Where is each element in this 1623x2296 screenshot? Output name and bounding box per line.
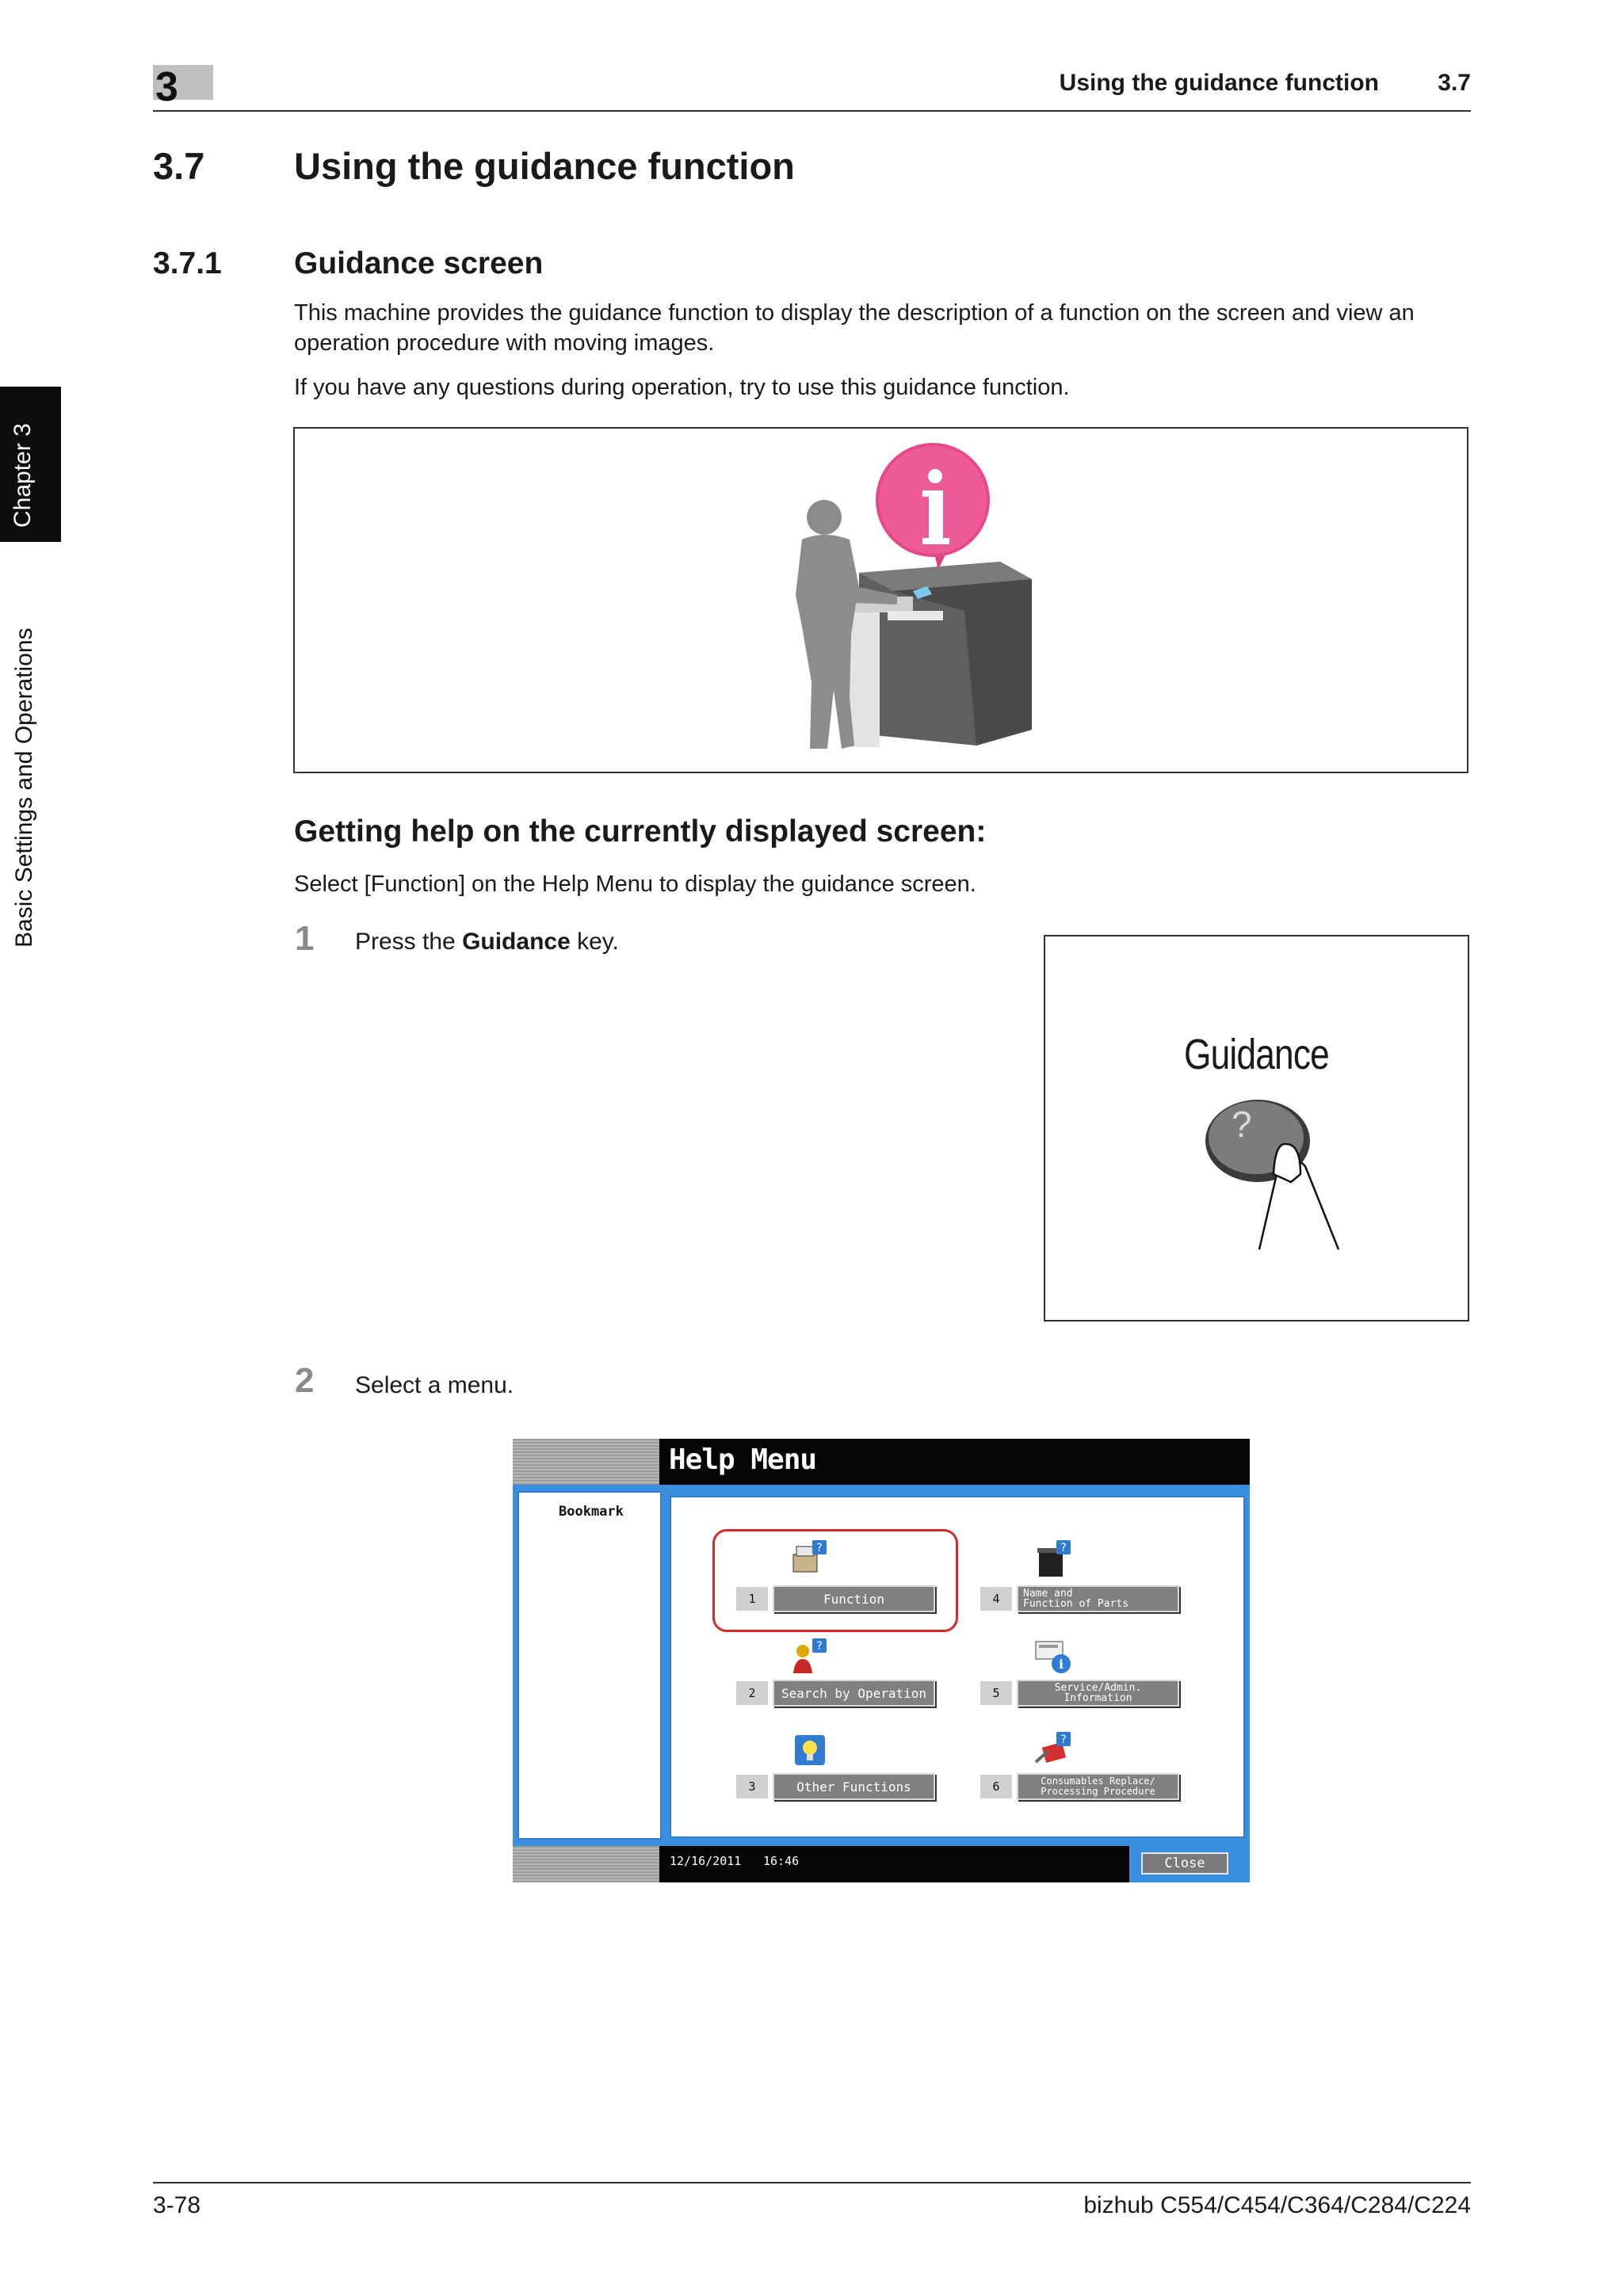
- usage-paragraph: If you have any questions during operation, try to use this guidance function.: [294, 375, 1070, 400]
- help-heading: Getting help on the currently displayed screen:: [294, 814, 987, 849]
- consumables-replace-button[interactable]: [1017, 1773, 1179, 1800]
- service-info-icon: [1033, 1637, 1075, 1680]
- person-at-machine-illustration: [295, 429, 1467, 772]
- menu-item-4-number: 4: [980, 1587, 1012, 1611]
- subsection-number: 3.7.1: [153, 246, 222, 280]
- consumables-icon: [1033, 1730, 1075, 1773]
- service-admin-info-button[interactable]: [1017, 1680, 1179, 1707]
- status-date: 12/16/2011: [670, 1854, 742, 1868]
- status-time: 16:46: [763, 1854, 800, 1868]
- menu-item-6-number: 6: [980, 1775, 1012, 1798]
- name-function-parts-button[interactable]: [1017, 1585, 1179, 1612]
- side-tab-chapter-label: Chapter 3: [10, 423, 36, 528]
- step-1-text-before: Press the: [355, 929, 463, 955]
- help-intro: Select [Function] on the Help Menu to display the guidance screen.: [294, 871, 976, 897]
- header-rule: [153, 110, 1471, 112]
- step-1-text-after: key.: [570, 929, 619, 955]
- name-function-parts-label-1: Name and: [1023, 1588, 1073, 1600]
- search-by-operation-label: Search by Operation: [781, 1685, 927, 1701]
- menu-item-5-number: 5: [980, 1681, 1012, 1705]
- svg-text:?: ?: [1060, 1542, 1067, 1554]
- close-button-area: [1129, 1846, 1250, 1882]
- consumables-label-2: Processing Procedure: [1041, 1786, 1155, 1797]
- help-menu-screen: [513, 1439, 1250, 1882]
- menu-item-1-number: 1: [736, 1587, 768, 1611]
- step-1-number: 1: [295, 919, 315, 958]
- guidance-key-button: [1045, 936, 1468, 1320]
- bookmark-label: Bookmark: [559, 1504, 624, 1520]
- function-item-highlight: [712, 1529, 958, 1632]
- guidance-key-figure: [1044, 935, 1469, 1322]
- running-title: Using the guidance function: [1059, 70, 1379, 96]
- name-function-parts-label-2: Function of Parts: [1023, 1598, 1129, 1610]
- svg-text:?: ?: [816, 1640, 823, 1653]
- svg-text:?: ?: [1060, 1733, 1067, 1746]
- section-number: 3.7: [153, 145, 205, 187]
- search-by-operation-icon: [789, 1637, 831, 1680]
- running-section-ref: 3.7: [1438, 70, 1471, 96]
- screen-corner-bottom: [513, 1846, 659, 1882]
- menu-item-3-number: 3: [736, 1775, 768, 1798]
- search-by-operation-button[interactable]: [773, 1680, 935, 1707]
- product-model: bizhub C554/C454/C364/C284/C224: [1083, 2192, 1471, 2218]
- side-tab-section-label: Basic Settings and Operations: [11, 627, 37, 948]
- screen-title-bar: [659, 1439, 1250, 1488]
- step-2-number: 2: [295, 1361, 315, 1400]
- other-functions-icon: [789, 1730, 831, 1773]
- svg-text:?: ?: [816, 1542, 823, 1554]
- step-1-text: [355, 929, 619, 955]
- machine-parts-icon: [1033, 1539, 1075, 1581]
- guidance-illustration-frame: [293, 427, 1468, 773]
- section-title: Using the guidance function: [294, 145, 795, 187]
- function-help-icon: [789, 1539, 831, 1581]
- chapter-number: 3: [155, 64, 178, 110]
- guidance-key-label: Guidance: [1183, 1031, 1329, 1078]
- other-functions-button[interactable]: [773, 1773, 935, 1800]
- intro-paragraph: This machine provides the guidance function to display the description of a function on the screen and view an operation procedure with moving images.: [294, 300, 1415, 356]
- step-1-key-name: Guidance: [462, 929, 571, 955]
- question-mark-icon: ?: [1232, 1104, 1252, 1145]
- screen-corner-top: [513, 1439, 659, 1485]
- menu-item-2-number: 2: [736, 1681, 768, 1705]
- service-admin-label-2: Information: [1064, 1692, 1132, 1704]
- other-functions-label: Other Functions: [796, 1779, 911, 1794]
- bookmark-panel[interactable]: [517, 1491, 662, 1840]
- footer-rule: [153, 2182, 1471, 2183]
- function-button-label: Function: [823, 1591, 885, 1607]
- close-button[interactable]: Close: [1141, 1852, 1228, 1875]
- service-admin-label-1: Service/Admin.: [1054, 1682, 1142, 1694]
- svg-text:i: i: [1058, 1657, 1064, 1672]
- help-menu-items-panel: [670, 1496, 1245, 1838]
- help-menu-title: Help Menu: [669, 1444, 817, 1476]
- consumables-label-1: Consumables Replace/: [1041, 1775, 1155, 1787]
- subsection-title: Guidance screen: [294, 246, 544, 280]
- page-number: 3-78: [153, 2192, 201, 2218]
- function-button[interactable]: [773, 1585, 935, 1612]
- step-2-text: Select a menu.: [355, 1372, 514, 1398]
